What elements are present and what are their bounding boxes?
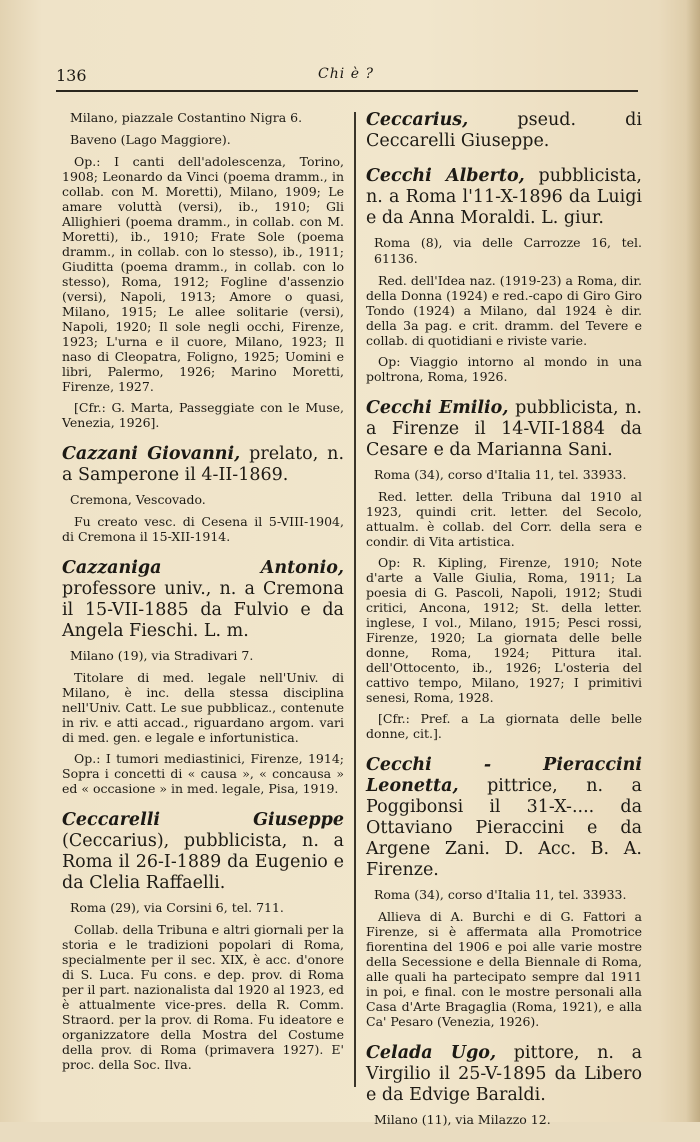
left-column xyxy=(62,110,344,1086)
right-column xyxy=(366,110,642,1142)
entry-address: Milano (19), via Stradivari 7. xyxy=(70,648,254,663)
entry-address: Roma (34), corso d'Italia 11, tel. 33933. xyxy=(374,887,627,902)
entry-biography: Red. letter. della Tribuna dal 1910 al 1923, quindi crit. letter. del Secolo, attualm. è collab. del Corr. della sera e condir. di Vita artistica. xyxy=(366,489,642,549)
entry-name: Cazzaniga Antonio, xyxy=(62,558,344,578)
entry-biography: Titolare di med. legale nell'Univ. di Milano, è inc. della stessa disciplina nell'Univ. Catt. Le sue pubblicaz., contenute in riv. e atti accad., riguardano argom. vari di med. gen. e legale e infortunistica. xyxy=(62,670,344,745)
entry-heading xyxy=(366,398,642,461)
entry-cecchi-alberto xyxy=(366,166,642,384)
entry-works: Op.: I tumori mediastinici, Firenze, 1914; Sopra i concetti di « causa », « concausa » ed « occasione » in med. legale, Pisa, 1919. xyxy=(62,751,344,796)
entry-ceccarelli-giuseppe xyxy=(62,810,344,1072)
entry-name: Celada Ugo, xyxy=(366,1043,497,1063)
entry-continued xyxy=(62,110,344,430)
entry-address: Baveno (Lago Maggiore). xyxy=(70,132,231,147)
entry-works: Op.: I canti dell'adolescenza, Torino, 1908; Leonardo da Vinci (poema dramm., in collab. con M. Moretti), Milano, 1909; Le amare voluttà (versi), ib., 1910; Gli Allighieri (poema dramm., in collab. con M. Moretti), ib., 1910; Frate Sole (poema dramm., in collab. con lo stesso), ib., 1911; Giuditta (poema dramm., in collab. con lo stesso), Roma, 1912; Fogline d'assenzio (versi), Napoli, 1913; Amore o quasi, Milano, 1915; Le allee solitarie (versi), Napoli, 1920; Il sole negli occhi, Firenze, 1923; L'urna e il cuore, Milano, 1923; Il naso di Cleopatra, Foligno, 1925; Uomini e libri, Palermo, 1926; Marino Moretti, Firenze, 1927. xyxy=(62,154,344,394)
entry-name: Cecchi Emilio, xyxy=(366,398,509,418)
entry-biography: Red. dell'Idea naz. (1919-23) a Roma, dir. della Donna (1924) e red.-capo di Giro Giro Tondo (1924) a Milano, dal 1924 è dir. della 3a pag. e crit. dramm. del Tevere e collab. di quotidiani e riviste varie. xyxy=(366,273,642,348)
entry-address: Cremona, Vescovado. xyxy=(70,492,206,507)
entry-biography: Allieva di A. Burchi e di G. Fattori a Firenze, si è affermata alla Promotrice fiorentina del 1906 e poi alle varie mostre della Secessione e della Biennale di Roma, alle quali ha partecipato sempre dal 1911 in poi, e final. con le mostre personali alla Casa d'Arte Bragaglia (Roma, 1921), e alla Ca' Pesaro (Venezia, 1926). xyxy=(366,909,642,1029)
entry-cecchi-pieraccini xyxy=(366,755,642,1029)
entry-cazzaniga-antonio xyxy=(62,558,344,796)
entry-address: Milano (11), via Milazzo 12. xyxy=(374,1112,551,1127)
entry-title: pubblicista, n. a Firenze il 14-VII-1884 da Cesare e da Marianna Sani. xyxy=(366,398,642,460)
entry-cecchi-emilio xyxy=(366,398,642,741)
running-head: Chi è ? xyxy=(318,66,374,82)
entry-address: Roma (34), corso d'Italia 11, tel. 33933. xyxy=(374,467,627,482)
entry-title: professore univ., n. a Cremona il 15-VII-1885 da Fulvio e da Angela Fieschi. L. m. xyxy=(62,579,344,641)
entry-ceccarius xyxy=(366,110,642,152)
entry-address: Milano, piazzale Costantino Nigra 6. xyxy=(70,110,303,125)
entry-title: pseud. di Ceccarelli Giuseppe. xyxy=(366,110,642,151)
entry-heading xyxy=(366,110,642,152)
page-header xyxy=(56,62,636,92)
header-rule xyxy=(56,90,638,92)
entry-name: Cazzani Giovanni, xyxy=(62,444,241,464)
entry-name: Cecchi Alberto, xyxy=(366,166,525,186)
entry-title: pittore, n. a Virgilio il 25-V-1895 da Libero e da Edvige Baraldi. xyxy=(366,1043,642,1105)
entry-name: Cecchi - Pieraccini Leonetta, xyxy=(366,755,642,796)
entry-heading xyxy=(62,444,344,486)
entry-title: pubblicista, n. a Roma l'11-X-1896 da Luigi e da Anna Moraldi. L. giur. xyxy=(366,166,642,228)
entry-title: (Ceccarius), pubblicista, n. a Roma il 26-I-1889 da Eugenio e da Clelia Raffaelli. xyxy=(62,831,344,893)
column-divider xyxy=(354,112,356,1087)
entry-references: [Cfr.: Pref. a La giornata delle belle donne, cit.]. xyxy=(366,711,642,741)
entry-heading xyxy=(62,558,344,642)
page-edge-shadow xyxy=(686,0,700,1122)
entry-works: Op: Viaggio intorno al mondo in una poltrona, Roma, 1926. xyxy=(366,354,642,384)
entry-biography: Collab. della Tribuna e altri giornali per la storia e le tradizioni popolari di Roma, specialmente per il sec. XIX, è acc. d'onore di S. Luca. Fu cons. e dep. prov. di Roma per il part. nazionalista dal 1920 al 1923, ed è attualmente vice-pres. della R. Comm. Straord. per la prov. di Roma. Fu ideatore e organizzatore della Mostra del Costume della prov. di Roma (primavera 1927). E' proc. della Soc. Ilva. xyxy=(62,922,344,1072)
entry-heading xyxy=(366,755,642,881)
entry-celada-ugo xyxy=(366,1043,642,1128)
entry-cazzani-giovanni xyxy=(62,444,344,544)
entry-references: [Cfr.: G. Marta, Passeggiate con le Muse, Venezia, 1926]. xyxy=(62,400,344,430)
entry-title: pittrice, n. a Poggibonsi il 31-X-.... da Ottaviano Pieraccini e da Argene Zani. D. Acc. B. A. Firenze. xyxy=(366,776,642,880)
entry-address: Roma (29), via Corsini 6, tel. 711. xyxy=(70,900,284,915)
entry-biography: Fu creato vesc. di Cesena il 5-VIII-1904, di Cremona il 15-XII-1914. xyxy=(62,514,344,544)
entry-name: Ceccarius, xyxy=(366,110,469,130)
entry-title: prelato, n. a Samperone il 4-II-1869. xyxy=(62,444,345,485)
entry-name: Ceccarelli Giuseppe xyxy=(62,810,344,830)
entry-address: Roma (8), via delle Carrozze 16, tel. 61136. xyxy=(374,235,642,266)
entry-heading xyxy=(366,166,642,229)
entry-heading xyxy=(62,810,344,894)
page-number: 136 xyxy=(56,66,87,85)
entry-works: Op: R. Kipling, Firenze, 1910; Note d'arte a Valle Giulia, Roma, 1911; La poesia di G. Pascoli, Napoli, 1912; Studi critici, Ancona, 1912; St. della letter. inglese, I vol., Milano, 1915; Pesci rossi, Firenze, 1920; La giornata delle belle donne, Roma, 1924; Pittura ital. dell'Ottocento, ib., 1926; L'osteria del cattivo tempo, Milano, 1927; I primitivi senesi, Roma, 1928. xyxy=(366,555,642,705)
entry-heading xyxy=(366,1043,642,1106)
